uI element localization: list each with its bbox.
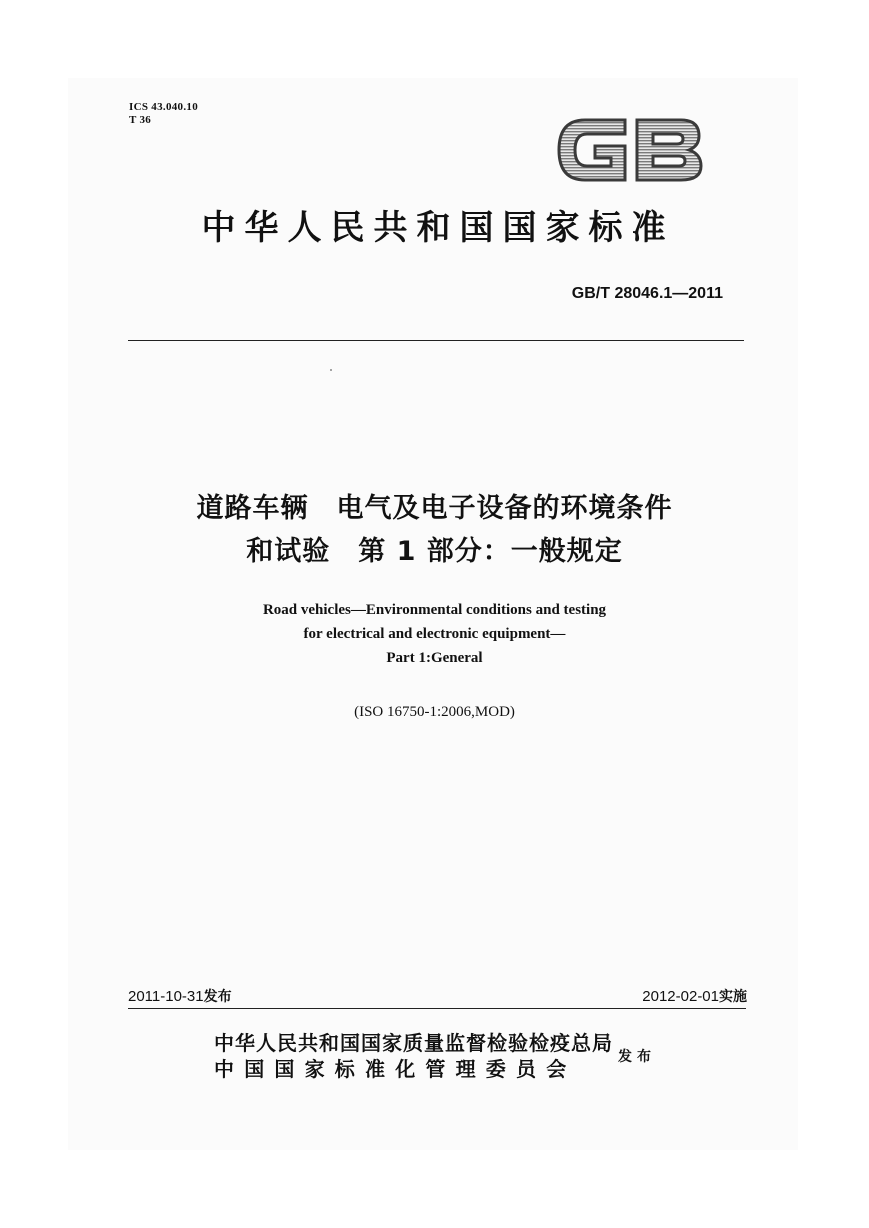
implement-date	[642, 986, 747, 1006]
issue-date-label: 发布	[203, 989, 232, 1005]
classification-codes	[129, 101, 198, 127]
document-title-cn	[60, 487, 809, 573]
document-title-cn-line2: 和试验 第 1 部分：一般规定	[246, 536, 623, 567]
document-title-en	[100, 598, 769, 670]
ccs-code: T 36	[129, 114, 152, 126]
publish-label: 发布	[618, 1049, 656, 1065]
standard-number: GB/T 28046.1—2011	[571, 285, 723, 302]
issuer-aqsiq: 中华人民共和国国家质量监督检验检疫总局	[214, 1031, 613, 1055]
issuing-organizations	[214, 1030, 614, 1082]
document-title-en-line2: for electrical and electronic equipment—	[303, 626, 566, 642]
document-title-en-line3: Part 1:General	[386, 650, 483, 666]
issuer-sac: 中国国家标准化管理委员会	[214, 1057, 577, 1081]
ics-code: ICS 43.040.10	[129, 101, 198, 113]
document-title-cn-line1: 道路车辆 电气及电子设备的环境条件	[196, 493, 673, 524]
scan-speck	[330, 369, 332, 371]
implement-date-label: 实施	[719, 989, 747, 1005]
issue-date-value: 2011-10-31	[128, 988, 204, 1005]
implement-date-value: 2012-02-01	[642, 988, 719, 1005]
header-divider	[128, 340, 744, 341]
issue-date	[128, 986, 232, 1006]
gb-logo	[555, 110, 705, 190]
iso-reference: (ISO 16750-1:2006,MOD)	[354, 704, 515, 720]
national-standard-title: 中华人民共和国国家标准	[201, 208, 675, 248]
document-title-en-line1: Road vehicles—Environmental conditions and testing	[262, 602, 607, 618]
footer-divider	[128, 1008, 746, 1009]
